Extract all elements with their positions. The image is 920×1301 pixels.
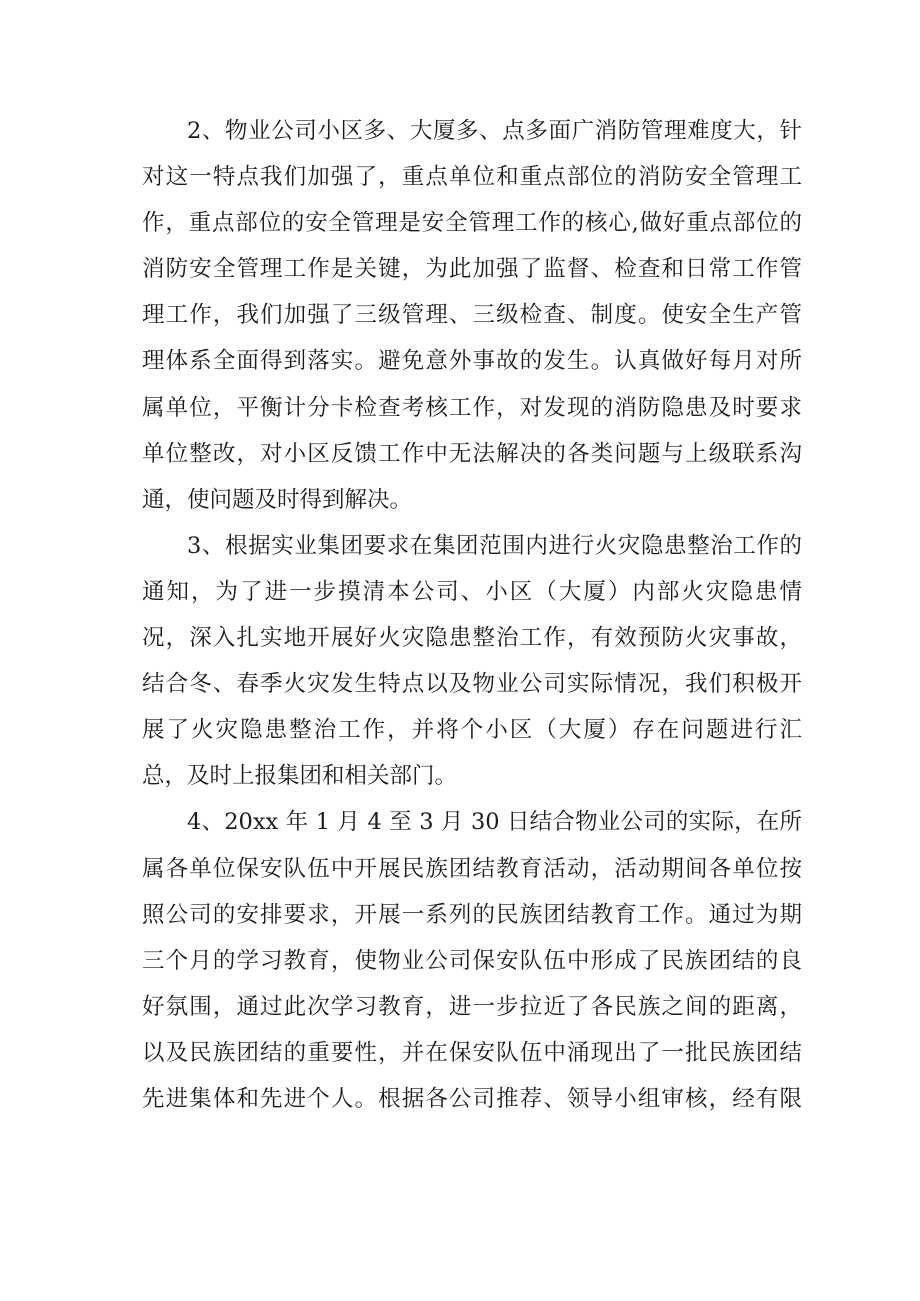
text-line: 属各单位保安队伍中开展民族团结教育活动，活动期间各单位按	[142, 855, 802, 882]
text-line: 以及民族团结的重要性，并在保安队伍中涌现出了一批民族团结	[142, 1039, 802, 1066]
text-line: 好氛围，通过此次学习教育，进一步拉近了各民族之间的距离，	[142, 993, 802, 1020]
text-line: 单位整改，对小区反馈工作中无法解决的各类问题与上级联系沟	[142, 440, 802, 467]
text-line: 4、20xx 年 1 月 4 至 3 月 30 日结合物业公司的实际，在所	[187, 809, 802, 836]
text-line: 3、根据实业集团要求在集团范围内进行火灾隐患整治工作的	[187, 532, 802, 559]
text-line: 展了火灾隐患整治工作，并将个小区（大厦）存在问题进行汇	[142, 717, 802, 744]
document-body	[142, 108, 802, 1122]
text-line: 先进集体和先进个人。根据各公司推荐、领导小组审核，经有限	[142, 1085, 802, 1112]
text-line: 三个月的学习教育，使物业公司保安队伍中形成了民族团结的良	[142, 947, 802, 974]
text-line: 况，深入扎实地开展好火灾隐患整治工作，有效预防火灾事故，	[142, 625, 802, 652]
text-line: 理体系全面得到落实。避免意外事故的发生。认真做好每月对所	[142, 348, 802, 375]
text-line: 对这一特点我们加强了，重点单位和重点部位的消防安全管理工	[142, 164, 802, 191]
text-line: 总，及时上报集团和相关部门。	[142, 763, 458, 790]
text-line: 属单位，平衡计分卡检查考核工作，对发现的消防隐患及时要求	[142, 394, 802, 421]
text-line: 结合冬、春季火灾发生特点以及物业公司实际情况，我们积极开	[142, 671, 802, 698]
text-line: 理工作，我们加强了三级管理、三级检查、制度。使安全生产管	[142, 302, 802, 329]
text-line: 2、物业公司小区多、大厦多、点多面广消防管理难度大，针	[187, 118, 802, 144]
text-line: 消防安全管理工作是关键，为此加强了监督、检查和日常工作管	[142, 256, 802, 283]
paragraph-4	[142, 799, 802, 1122]
text-line: 通知，为了进一步摸清本公司、小区（大厦）内部火灾隐患情	[142, 578, 802, 605]
text-line: 通，使问题及时得到解决。	[142, 486, 413, 513]
paragraph-3	[142, 523, 802, 800]
text-line: 照公司的安排要求，开展一系列的民族团结教育工作。通过为期	[142, 901, 802, 928]
text-line: 作，重点部位的安全管理是安全管理工作的核心,做好重点部位的	[142, 210, 802, 237]
paragraph-2	[142, 108, 802, 523]
